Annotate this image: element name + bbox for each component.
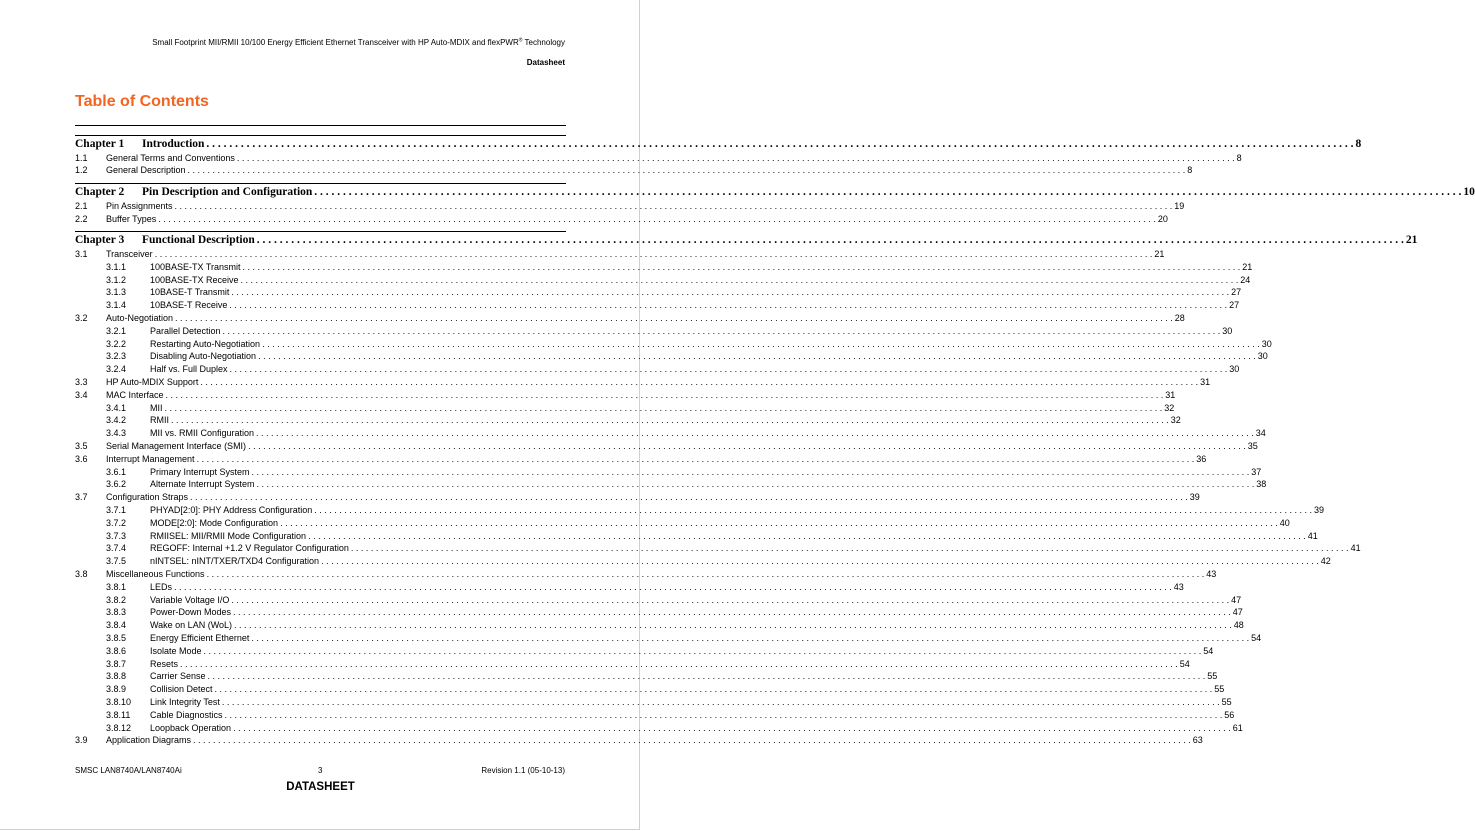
toc-entry-page: 41	[1307, 530, 1318, 541]
toc-entry-number: 3.8.2	[106, 594, 127, 605]
toc-leader-dots: . . . . . . . . . . . . . . . . . . . . . . . . . . . . . . . . . . . . . . . . . . . . . . . . . . . . . . . . . . . . . . . . . . . . . . . . . . . . . . . . . . . . . . . . . . . . . . . . . . . . . . . . . . . . . . . . . . . . . . . . . . . . . . . . . . . . . . . . . . . . . . . . . . . . . . . . . . . . . . . . . . . . . . . . . . . . . . . . . . . . . . . . . . . . . . . . . . . . . . . .	[154, 249, 1153, 259]
toc-entry-title: Energy Efficient Ethernet	[150, 633, 250, 643]
toc-entry-number: 3.8.11	[106, 709, 131, 720]
toc-entry-number: 3.7	[75, 492, 88, 503]
toc-entry-title: Buffer Types	[106, 213, 157, 224]
toc-entry-title: MODE[2:0]: Mode Configuration	[150, 517, 279, 528]
toc-entry-page: 10	[1463, 186, 1475, 199]
toc-entry-number: 3.8.8	[106, 671, 127, 682]
toc-leader-dots: . . . . . . . . . . . . . . . . . . . . . . . . . . . . . . . . . . . . . . . . . . . . . . . . . . . . . . . . . . . . . . . . . . . . . . . . . . . . . . . . . . . . . . . . . . . . . . . . . . . . . . . . . . . . . . . . . . . . . . . . . . . . . . . . . . . . . . . . . . . . . . . . . . . . . . . . . . . . . . . . . . . . . . . . . . . . . . . . . . . . . . . . . . . . . . . . . . . . . . . .	[190, 492, 1188, 503]
toc-entry-number: Chapter 1	[75, 138, 125, 150]
toc-entry-title: Auto-Negotiation	[106, 313, 174, 323]
toc-leader-dots: . . . . . . . . . . . . . . . . . . . . . . . . . . . . . . . . . . . . . . . . . . . . . . . . . . . . . . . . . . . . . . . . . . . . . . . . . . . . . . . . . . . . . . . . . . . . . . . . . . . . . . . . . . . . . . . . . . . . . . . . . . . . . . . . . . . . . . . . . . . . . . . . . . . . . . . . . . . . . . . . . . . . . . . . . . . . . . . . . . . . . . . . . . . . . . . . . . . . . . . .	[314, 505, 1312, 515]
toc-leader-dots: . . . . . . . . . . . . . . . . . . . . . . . . . . . . . . . . . . . . . . . . . . . . . . . . . . . . . . . . . . . . . . . . . . . . . . . . . . . . . . . . . . . . . . . . . . . . . . . . . . . . . . . . . . . . . . . . . . . . . . . . . . . . . . . . . . . . . . . . . . . . . . . . . . . . . . . . . . . . . . . . . . . . . . . . . . . . . . . . . . . . . . . . . . . . . . . . . . . . . . . .	[233, 722, 1231, 733]
title-rule	[75, 125, 566, 126]
toc-entry-title: RMII	[150, 415, 169, 426]
toc-entry-page: 47	[1231, 594, 1242, 605]
toc-entry-number: 3.6.2	[106, 479, 127, 490]
toc-leader-dots: . . . . . . . . . . . . . . . . . . . . . . . . . . . . . . . . . . . . . . . . . . . . . . . . . . . . . . . . . . . . . . . . . . . . . . . . . . . . . . . . . . . . . . . . . . . . . . . . . . . . . . . . . . . . . . . . . . . . . . . . . . . . . . . . . . . . . . . . . . . . . . . . . . . . . . . . . . . . . . . . . . . . . . . . . . . . . . . . . . . . . . . . . . . . . . . . . . . . . . . .	[175, 313, 1173, 323]
toc-entry-number: 3.4.1	[106, 402, 127, 413]
toc-entry-number: 3.7.1	[106, 505, 127, 515]
toc-leader-dots: . . . . . . . . . . . . . . . . . . . . . . . . . . . . . . . . . . . . . . . . . . . . . . . . . . . . . . . . . . . . . . . . . . . . . . . . . . . . . . . . . . . . . . . . . . . . . . . . . . . . . . . . . . . . . . . . . . . . . . . . . . . . . . . . . . . . . . . . . . . . . . . . . . . . . . . . . . . . . . . . . . . . . . . . . . . . . . . . . . . . . . . . . . . . . . . . . . . . . . . .	[258, 351, 1256, 362]
toc-leader-dots: . . . . . . . . . . . . . . . . . . . . . . . . . . . . . . . . . . . . . . . . . . . . . . . . . . . . . . . . . . . . . . . . . . . . . . . . . . . . . . . . . . . . . . . . . . . . . . . . . . . . . . . . . . . . . . . . . . . . . . . . . . . . . . . . . . . . . . . . . . . . . . . . . . . . . . . . . . . . . . . . . . . . . . . . . . . . . . . . . . . . . . . . . . . . . . . . . . . . . . . .	[350, 543, 1349, 554]
toc-section[interactable]	[75, 312, 1185, 324]
toc-subsection[interactable]	[106, 683, 1225, 695]
toc-chapter[interactable]	[75, 186, 1475, 199]
toc-entry-page: 39	[1189, 492, 1200, 503]
toc-subsection[interactable]	[106, 274, 1251, 286]
toc-entry-title: Half vs. Full Duplex	[150, 364, 228, 375]
toc-entry-title: Cable Diagnostics	[150, 709, 223, 720]
toc-subsection[interactable]	[106, 709, 1235, 721]
toc-entry-title: Configuration Straps	[106, 492, 189, 503]
toc-entry-number: 3.2.3	[106, 351, 127, 362]
toc-subsection[interactable]	[106, 670, 1218, 682]
toc-leader-dots: . . . . . . . . . . . . . . . . . . . . . . . . . . . . . . . . . . . . . . . . . . . . . . . . . . . . . . . . . . . . . . . . . . . . . . . . . . . . . . . . . . . . . . . . . . . . . . . . . . . . . . . . . . . . . . . . . . . . . . . . . . . . . . . . . . . . . . . . . . . . . . . . . . . . . . . . . . . . . . . . . . . . . . . . . . . . . . . . . . . . . . . . . . . . . . . . . . . . . . . .	[262, 338, 1260, 349]
toc-entry-title: 100BASE-TX Receive	[150, 274, 239, 285]
toc-entry-page: 20	[1157, 213, 1168, 224]
footer-page-number: 3	[318, 766, 323, 775]
toc-entry-title: MII vs. RMII Configuration	[150, 428, 255, 439]
toc-entry-page: 35	[1247, 441, 1258, 451]
toc-entry-number: 3.4	[75, 389, 88, 400]
chapter-rule	[75, 135, 566, 136]
toc-leader-dots: . . . . . . . . . . . . . . . . . . . . . . . . . . . . . . . . . . . . . . . . . . . . . . . . . . . . . . . . . . . . . . . . . . . . . . . . . . . . . . . . . . . . . . . . . . . . . . . . . . . . . . . . . . . . . . . . . . . . . . . . . . . . . . . . . . . . . . . . . . . . . . . . . . . . . . . . . . . . . . . . . . . . . . . . . . . . . . . . . . . . . . . . . . . . . . . . . . . . . . . .	[224, 709, 1223, 720]
toc-leader-dots: . . . . . . . . . . . . . . . . . . . . . . . . . . . . . . . . . . . . . . . . . . . . . . . . . . . . . . . . . . . . . . . . . . . . . . . . . . . . . . . . . . . . . . . . . . . . . . . . . . . . . . . . . . . . . . . . . . . . . . . . . . . . . . . . . . . . . . . . . . . . . . . . . . . . . . . . . . . . . . . . . . . . . . . . . . . . . . . . . . . . . . . . . . . . . . . . . . . . . . . .	[256, 479, 1255, 490]
toc-subsection[interactable]	[106, 466, 1262, 478]
toc-entry-title: Introduction	[142, 138, 205, 150]
chapter-rule	[75, 231, 566, 232]
header-title-text: Small Footprint MII/RMII 10/100 Energy Efficient Ethernet Transceiver with HP Auto-MDIX and flexPWR	[152, 38, 519, 47]
toc-entry-page: 28	[1174, 313, 1185, 323]
toc-entry-number: Chapter 3	[75, 234, 125, 247]
toc-entry-page: 8	[1187, 165, 1193, 176]
toc-leader-dots: . . . . . . . . . . . . . . . . . . . . . . . . . . . . . . . . . . . . . . . . . . . . . . . . . . . . . . . . . . . . . . . . . . . . . . . . . . . . . . . . . . . . . . . . . . . . . . . . . . . . . . . . . . . . . . . . . . . . . . . . . . . . . . . . . . . . . . . . . . . . . . . . . . . . . . . . . . . . . . . . . . . . . . . . . . . . . . . . . . . . . . . . . . . . . . . . . . . . . . . .	[248, 441, 1246, 451]
toc-entry-page: 21	[1405, 234, 1418, 247]
toc-subsection[interactable]	[106, 504, 1324, 516]
toc-leader-dots: . . . . . . . . . . . . . . . . . . . . . . . . . . . . . . . . . . . . . . . . . . . . . . . . . . . . . . . . . . . . . . . . . . . . . . . . . . . . . . . . . . . . . . . . . . . . . . . . . . . . . . . . . . . . . . . . . . . . . . . . . . . . . . . . . . . . . . . . . . . . . . . . . . . . . . . . . . . . . . . . . . . . . . . . . . . . . . . . . . . . . . . . . . . . . . . . . . . . . . . .	[242, 261, 1241, 272]
toc-entry-page: 24	[1240, 274, 1251, 285]
toc-leader-dots: . . . . . . . . . . . . . . . . . . . . . . . . . . . . . . . . . . . . . . . . . . . . . . . . . . . . . . . . . . . . . . . . . . . . . . . . . . . . . . . . . . . . . . . . . . . . . . . . . . . . . . . . . . . . . . . . . . . . . . . . . . . . . . . . . . . . . . . . . . . . . . . . . . . . . . . . . . . . . . . . . . . . . . . . . . . . . . . . . . . . . . . . . . . . . . . . . . . . . . . .	[236, 152, 1235, 163]
toc-leader-dots: . . . . . . . . . . . . . . . . . . . . . . . . . . . . . . . . . . . . . . . . . . . . . . . . . . . . . . . . . . . . . . . . . . . . . . . . . . . . . . . . . . . . . . . . . . . . . . . . . . . . . . . . . . . . . . . . . . . . . . . . . . . . . . . . . . . . . . . . . . . . . . . . . . . . . . . . . . . . . . . . . . . . . . . . . . . . . . . . . . . . . . . . . . . . . . . . . . . . . . . .	[193, 735, 1191, 746]
toc-entry-title: Functional Description	[142, 234, 255, 247]
toc-entry-number: 3.6	[75, 453, 88, 464]
registered-mark: ®	[518, 37, 523, 44]
toc-entry-page: 8	[1236, 152, 1242, 163]
toc-section[interactable]	[75, 568, 1217, 580]
toc-entry-page: 32	[1170, 415, 1181, 426]
toc-entry-number: 3.8.7	[106, 658, 127, 669]
toc-entry-page: 8	[1355, 138, 1362, 150]
toc-entry-page: 43	[1173, 581, 1184, 592]
toc-entry-title: Parallel Detection	[150, 325, 221, 336]
toc-entry-number: 1.2	[75, 165, 88, 176]
toc-subsection[interactable]	[106, 632, 1262, 644]
toc-section[interactable]	[75, 491, 1200, 503]
toc-leader-dots: . . . . . . . . . . . . . . . . . . . . . . . . . . . . . . . . . . . . . . . . . . . . . . . . . . . . . . . . . . . . . . . . . . . . . . . . . . . . . . . . . . . . . . . . . . . . . . . . . . . . . . . . . . . . . . . . . . . . . . . . . . . . . . . . . . . . . . . . . . . . . . . . . . . . . . . . . . . . . . . . . . . . . . . . . . . . . . . . . . . . . . . . . . . . . . . . . . . . . . . .	[214, 684, 1213, 695]
toc-subsection[interactable]	[106, 325, 1233, 337]
toc-subsection[interactable]	[106, 350, 1268, 362]
toc-subsection[interactable]	[106, 619, 1244, 631]
toc-entry-page: 27	[1229, 300, 1240, 311]
toc-entry-title: Disabling Auto-Negotiation	[150, 351, 257, 362]
toc-entry-number: Chapter 2	[75, 186, 125, 199]
toc-entry-page: 41	[1350, 543, 1361, 554]
toc-entry-title: RMIISEL: MII/RMII Mode Configuration	[150, 530, 307, 541]
toc-entry-number: 3.1	[75, 249, 88, 259]
toc-entry-number: 3.7.3	[106, 530, 127, 541]
toc-entry-page: 42	[1320, 556, 1331, 567]
toc-entry-page: 32	[1164, 402, 1175, 413]
toc-entry-title: General Description	[106, 165, 186, 176]
toc-entry-title: Power-Down Modes	[150, 607, 232, 618]
toc-subsection[interactable]	[106, 427, 1266, 439]
toc-subsection[interactable]	[106, 645, 1214, 657]
toc-entry-number: 3.8.3	[106, 607, 127, 618]
toc-entry-title: Transceiver	[106, 249, 153, 259]
toc-entry-page: 56	[1224, 709, 1235, 720]
toc-section[interactable]	[75, 376, 1211, 388]
toc-entry-page: 30	[1222, 325, 1233, 336]
toc-entry-page: 48	[1233, 620, 1244, 631]
toc-entry-number: 3.9	[75, 735, 88, 746]
toc-entry-title: Application Diagrams	[106, 735, 192, 746]
toc-entry-page: 63	[1192, 735, 1203, 746]
toc-entry-number: 3.4.2	[106, 415, 127, 426]
toc-entry-title: 100BASE-TX Transmit	[150, 261, 241, 272]
toc-entry-page: 34	[1255, 428, 1266, 439]
toc-entry-number: 3.2.4	[106, 364, 127, 375]
toc-entry-title: Restarting Auto-Negotiation	[150, 338, 261, 349]
toc-entry-number: 2.1	[75, 200, 88, 211]
footer-datasheet-label: DATASHEET	[286, 781, 355, 793]
toc-entry-page: 55	[1207, 671, 1218, 682]
toc-entry-page: 31	[1165, 389, 1176, 400]
toc-subsection[interactable]	[106, 606, 1243, 618]
toc-entry-title: MAC Interface	[106, 389, 164, 400]
toc-entry-title: 10BASE-T Transmit	[150, 287, 230, 298]
toc-subsection[interactable]	[106, 530, 1318, 542]
toc-entry-number: 3.2.1	[106, 325, 127, 336]
toc-leader-dots: . . . . . . . . . . . . . . . . . . . . . . . . . . . . . . . . . . . . . . . . . . . . . . . . . . . . . . . . . . . . . . . . . . . . . . . . . . . . . . . . . . . . . . . . . . . . . . . . . . . . . . . . . . . . . . . . . . . . . . . . . . . . . . . . . . . . . . . . . . . . . . . . . . . . . . . . . . . . . . . . . . . . . . . . . . . . . . . . . . . . . . . . . . . . . . . . . . . . . . . .	[229, 364, 1228, 375]
toc-entry-number: 1.1	[75, 152, 88, 163]
toc-subsection[interactable]	[106, 542, 1361, 554]
toc-entry-page: 38	[1256, 479, 1267, 490]
toc-entry-number: 3.6.1	[106, 466, 127, 477]
toc-entry-page: 54	[1251, 633, 1262, 643]
toc-subsection[interactable]	[106, 594, 1242, 606]
toc-entry-number: 3.5	[75, 441, 88, 451]
toc-entry-page: 27	[1231, 287, 1242, 298]
toc-entry-page: 30	[1261, 338, 1272, 349]
toc-entry-number: 3.8.9	[106, 684, 127, 695]
toc-leader-dots: . . . . . . . . . . . . . . . . . . . . . . . . . . . . . . . . . . . . . . . . . . . . . . . . . . . . . . . . . . . . . . . . . . . . . . . . . . . . . . . . . . . . . . . . . . . . . . . . . . . . . . . . . . . . . . . . . . . . . . . . . . . . . . . . . . . . . . . . . . . . . . . . . . . . . . . . . . . . . . . . . . . . . . . . . . . . . . . . . . . . . . . . . . . . . . . . . . . . . . . .	[251, 466, 1250, 477]
toc-leader-dots: . . . . . . . . . . . . . . . . . . . . . . . . . . . . . . . . . . . . . . . . . . . . . . . . . . . . . . . . . . . . . . . . . . . . . . . . . . . . . . . . . . . . . . . . . . . . . . . . . . . . . . . . . . . . . . . . . . . . . . . . . . . . . . . . . . . . . . . . . . . . . . . . . . . . . . . . . . . . . . . . . . . . . . . . . . . . . . . . . . . . . . . . . . . . . . . . . . . . . . . .	[321, 556, 1319, 567]
toc-subsection[interactable]	[106, 299, 1240, 311]
toc-subsection[interactable]	[106, 338, 1272, 350]
toc-entry-number: 3.8.5	[106, 633, 127, 643]
toc-leader-dots: . . . . . . . . . . . . . . . . . . . . . . . . . . . . . . . . . . . . . . . . . . . . . . . . . . . . . . . . . . . . . . . . . . . . . . . . . . . . . . . . . . . . . . . . . . . . . . . . . . . . . . . . . . . . . . . . . . . . . . . . . . . . . . . . . . . . . . . . . . . . . . . . . . . . . . . . . . . . . . . . . . . . . . . . . . . . . . . . . . . . . . . . . . . . . . . . . . . . . . . .	[233, 607, 1231, 618]
toc-entry-title: Collision Detect	[150, 684, 213, 695]
toc-subsection[interactable]	[106, 555, 1331, 567]
toc-subsection[interactable]	[106, 478, 1267, 490]
toc-entry-title: Pin Description and Configuration	[142, 186, 313, 199]
toc-entry-page: 36	[1196, 453, 1207, 464]
toc-entry-title: Serial Management Interface (SMI)	[106, 441, 247, 451]
header-subtitle: Datasheet	[526, 58, 565, 67]
toc-subsection[interactable]	[106, 261, 1253, 273]
toc-entry-number: 3.1.2	[106, 274, 127, 285]
toc-entry-number: 2.2	[75, 213, 88, 224]
toc-entry-title: nINTSEL: nINT/TXER/TXD4 Configuration	[150, 556, 320, 567]
toc-leader-dots: . . . . . . . . . . . . . . . . . . . . . . . . . . . . . . . . . . . . . . . . . . . . . . . . . . . . . . . . . . . . . . . . . . . . . . . . . . . . . . . . . . . . . . . . . . . . . . . . . . . . . . . . . . . . . . . . . . . . . . . . . . . . . . . . . . . . . . . . . . . . . . . . . . . . . . . . . . . . . . . . . . . . . . . . . . . . . . . . . . . . . . . . . . . . . . . . . . . . . . . .	[234, 620, 1232, 631]
toc-leader-dots: . . . . . . . . . . . . . . . . . . . . . . . . . . . . . . . . . . . . . . . . . . . . . . . . . . . . . . . . . . . . . . . . . . . . . . . . . . . . . . . . . . . . . . . . . . . . . . . . . . . . . . . . . . . . . . . . . . . . . . . . . . . . . . . . . . . . . . . . . . . . . . . . . . . . . . . . . . . . . . . . . . . . . . . . . . . . . . . . . . . . . . . . . . . . . . . . . . . . . . . .	[164, 402, 1163, 413]
toc-entry-number: 3.4.3	[106, 428, 127, 439]
toc-subsection[interactable]	[106, 581, 1184, 593]
toc-subsection[interactable]	[106, 402, 1175, 414]
toc-leader-dots: . . . . . . . . . . . . . . . . . . . . . . . . . . . . . . . . . . . . . . . . . . . . . . . . . . . . . . . . . . . . . . . . . . . . . . . . . . . . . . . . . . . . . . . . . . . . . . . . . . . . . . . . . . . . . . . . . . . . . . . . . . . . . . . . . . . . . . . . . . . . . . . . . . . . . . . . . . . . . . . . . . . . . . . . . . . . . . . . . . . . . . . . . . . . . . . . . . . . . . . .	[256, 234, 1404, 247]
toc-entry-title: Variable Voltage I/O	[150, 594, 230, 605]
toc-subsection[interactable]	[106, 517, 1290, 529]
toc-entry-page: 30	[1257, 351, 1268, 362]
toc-leader-dots: . . . . . . . . . . . . . . . . . . . . . . . . . . . . . . . . . . . . . . . . . . . . . . . . . . . . . . . . . . . . . . . . . . . . . . . . . . . . . . . . . . . . . . . . . . . . . . . . . . . . . . . . . . . . . . . . . . . . . . . . . . . . . . . . . . . . . . . . . . . . . . . . . . . . . . . . . . . . . . . . . . . . . . . . . . . . . . . . . . . . . . . . . . . . . . . . . . . . . . . .	[165, 389, 1164, 400]
toc-entry-page: 54	[1179, 658, 1190, 669]
toc-leader-dots: . . . . . . . . . . . . . . . . . . . . . . . . . . . . . . . . . . . . . . . . . . . . . . . . . . . . . . . . . . . . . . . . . . . . . . . . . . . . . . . . . . . . . . . . . . . . . . . . . . . . . . . . . . . . . . . . . . . . . . . . . . . . . . . . . . . . . . . . . . . . . . . . . . . . . . . . . . . . . . . . . . . . . . . . . . . . . . . . . . . . . . . . . . . . . . . . . . . . . . . .	[171, 415, 1169, 426]
toc-entry-title: PHYAD[2:0]: PHY Address Configuration	[150, 505, 313, 515]
toc-leader-dots: . . . . . . . . . . . . . . . . . . . . . . . . . . . . . . . . . . . . . . . . . . . . . . . . . . . . . . . . . . . . . . . . . . . . . . . . . . . . . . . . . . . . . . . . . . . . . . . . . . . . . . . . . . . . . . . . . . . . . . . . . . . . . . . . . . . . . . . . . . . . . . . . . . . . . . . . . . . . . . . . . . . . . . . . . . . . . . . . . . . . . . . . . . . . . . . . . . . . . . . .	[314, 186, 1462, 199]
footer-doc-id: SMSC LAN8740A/LAN8740Ai	[75, 766, 182, 775]
toc-leader-dots: . . . . . . . . . . . . . . . . . . . . . . . . . . . . . . . . . . . . . . . . . . . . . . . . . . . . . . . . . . . . . . . . . . . . . . . . . . . . . . . . . . . . . . . . . . . . . . . . . . . . . . . . . . . . . . . . . . . . . . . . . . . . . . . . . . . . . . . . . . . . . . . . . . . . . . . . . . . . . . . . . . . . . . . . . . . . . . . . . . . . . . . . . . . . . . . . . . . . . . . .	[221, 697, 1220, 707]
chapter-rule	[75, 183, 566, 184]
toc-leader-dots: . . . . . . . . . . . . . . . . . . . . . . . . . . . . . . . . . . . . . . . . . . . . . . . . . . . . . . . . . . . . . . . . . . . . . . . . . . . . . . . . . . . . . . . . . . . . . . . . . . . . . . . . . . . . . . . . . . . . . . . . . . . . . . . . . . . . . . . . . . . . . . . . . . . . . . . . . . . . . . . . . . . . . . . . . . . . . . . . . . . . . . . . . . . . . . . . . . . . . . . .	[203, 645, 1202, 656]
toc-leader-dots: . . . . . . . . . . . . . . . . . . . . . . . . . . . . . . . . . . . . . . . . . . . . . . . . . . . . . . . . . . . . . . . . . . . . . . . . . . . . . . . . . . . . . . . . . . . . . . . . . . . . . . . . . . . . . . . . . . . . . . . . . . . . . . . . . . . . . . . . . . . . . . . . . . . . . . . . . . . . . . . . . . . . . . . . . . . . . . . . . . . . . . . . . . . . . . . . . . . . . . . .	[229, 300, 1228, 311]
header-title	[152, 38, 565, 47]
toc-entry-title: Interrupt Management	[106, 453, 195, 464]
toc-entry-number: 3.1.3	[106, 287, 127, 298]
toc-section[interactable]	[75, 213, 1168, 225]
toc-entry-page: 39	[1313, 505, 1324, 515]
toc-entry-page: 54	[1203, 645, 1214, 656]
toc-entry-title: General Terms and Conventions	[106, 152, 235, 163]
toc-section[interactable]	[75, 200, 1185, 212]
toc-entry-title: Loopback Operation	[150, 722, 232, 733]
toc-entry-number: 3.7.2	[106, 517, 127, 528]
toc-entry-title: REGOFF: Internal +1.2 V Regulator Configuration	[150, 543, 349, 554]
toc-section[interactable]	[75, 734, 1203, 746]
toc-entry-number: 3.8.4	[106, 620, 127, 631]
toc-section[interactable]	[75, 453, 1207, 465]
toc-title: Table of Contents	[75, 93, 209, 110]
toc-entry-title: MII	[150, 402, 163, 413]
toc-entry-page: 21	[1154, 249, 1165, 259]
toc-entry-title: 10BASE-T Receive	[150, 300, 228, 311]
toc-entry-number: 3.8.6	[106, 645, 127, 656]
toc-entry-title: Primary Interrupt System	[150, 466, 250, 477]
toc-leader-dots: . . . . . . . . . . . . . . . . . . . . . . . . . . . . . . . . . . . . . . . . . . . . . . . . . . . . . . . . . . . . . . . . . . . . . . . . . . . . . . . . . . . . . . . . . . . . . . . . . . . . . . . . . . . . . . . . . . . . . . . . . . . . . . . . . . . . . . . . . . . . . . . . . . . . . . . . . . . . . . . . . . . . . . . . . . . . . . . . . . . . . . . . . . . . . . . . . . . . . . . .	[174, 581, 1172, 592]
toc-entry-number: 3.8.10	[106, 697, 132, 707]
toc-entry-page: 30	[1229, 364, 1240, 375]
toc-leader-dots: . . . . . . . . . . . . . . . . . . . . . . . . . . . . . . . . . . . . . . . . . . . . . . . . . . . . . . . . . . . . . . . . . . . . . . . . . . . . . . . . . . . . . . . . . . . . . . . . . . . . . . . . . . . . . . . . . . . . . . . . . . . . . . . . . . . . . . . . . . . . . . . . . . . . . . . . . . . . . . . . . . . . . . . . . . . . . . . . . . . . . . . . . . . . . . . . . . . . . . . .	[158, 213, 1156, 224]
toc-leader-dots: . . . . . . . . . . . . . . . . . . . . . . . . . . . . . . . . . . . . . . . . . . . . . . . . . . . . . . . . . . . . . . . . . . . . . . . . . . . . . . . . . . . . . . . . . . . . . . . . . . . . . . . . . . . . . . . . . . . . . . . . . . . . . . . . . . . . . . . . . . . . . . . . . . . . . . . . . . . . . . . . . . . . . . . . . . . . . . . . . . . . . . . . . . . . . . . . . . . . . . . .	[187, 165, 1186, 176]
toc-subsection[interactable]	[106, 286, 1242, 298]
toc-entry-number: 3.7.5	[106, 556, 127, 567]
toc-entry-number: 3.8	[75, 569, 88, 579]
toc-entry-page: 40	[1279, 517, 1290, 528]
toc-entry-title: Miscellaneous Functions	[106, 569, 205, 579]
toc-leader-dots: . . . . . . . . . . . . . . . . . . . . . . . . . . . . . . . . . . . . . . . . . . . . . . . . . . . . . . . . . . . . . . . . . . . . . . . . . . . . . . . . . . . . . . . . . . . . . . . . . . . . . . . . . . . . . . . . . . . . . . . . . . . . . . . . . . . . . . . . . . . . . . . . . . . . . . . . . . . . . . . . . . . . . . . . . . . . . . . . . . . . . . . . . . . . . . . . . . . . . . . .	[206, 569, 1205, 579]
toc-entry-title: Alternate Interrupt System	[150, 479, 255, 490]
toc-entry-page: 19	[1174, 200, 1185, 211]
toc-leader-dots: . . . . . . . . . . . . . . . . . . . . . . . . . . . . . . . . . . . . . . . . . . . . . . . . . . . . . . . . . . . . . . . . . . . . . . . . . . . . . . . . . . . . . . . . . . . . . . . . . . . . . . . . . . . . . . . . . . . . . . . . . . . . . . . . . . . . . . . . . . . . . . . . . . . . . . . . . . . . . . . . . . . . . . . . . . . . . . . . . . . . . . . . . . . . . . . . . . . . . . . .	[196, 453, 1195, 464]
toc-entry-number: 3.2	[75, 313, 88, 323]
toc-leader-dots: . . . . . . . . . . . . . . . . . . . . . . . . . . . . . . . . . . . . . . . . . . . . . . . . . . . . . . . . . . . . . . . . . . . . . . . . . . . . . . . . . . . . . . . . . . . . . . . . . . . . . . . . . . . . . . . . . . . . . . . . . . . . . . . . . . . . . . . . . . . . . . . . . . . . . . . . . . . . . . . . . . . . . . . . . . . . . . . . . . . . . . . . . . . . . . . . . . . . . . . .	[180, 658, 1178, 669]
toc-entry-number: 3.2.2	[106, 338, 127, 349]
toc-entry-page: 37	[1251, 466, 1262, 477]
toc-leader-dots: . . . . . . . . . . . . . . . . . . . . . . . . . . . . . . . . . . . . . . . . . . . . . . . . . . . . . . . . . . . . . . . . . . . . . . . . . . . . . . . . . . . . . . . . . . . . . . . . . . . . . . . . . . . . . . . . . . . . . . . . . . . . . . . . . . . . . . . . . . . . . . . . . . . . . . . . . . . . . . . . . . . . . . . . . . . . . . . . . . . . . . . . . . . . . . . . . . . . . . . .	[308, 530, 1306, 541]
toc-entry-number: 3.1.1	[106, 261, 127, 272]
toc-entry-title: LEDs	[150, 581, 173, 592]
toc-entry-page: 47	[1232, 607, 1243, 618]
toc-section[interactable]	[75, 440, 1258, 452]
toc-section[interactable]	[75, 389, 1176, 401]
toc-entry-page: 55	[1221, 697, 1232, 707]
toc-section[interactable]	[75, 152, 1242, 164]
toc-entry-page: 55	[1214, 684, 1225, 695]
toc-section[interactable]	[75, 164, 1193, 176]
toc-subsection[interactable]	[106, 696, 1232, 708]
toc-leader-dots: . . . . . . . . . . . . . . . . . . . . . . . . . . . . . . . . . . . . . . . . . . . . . . . . . . . . . . . . . . . . . . . . . . . . . . . . . . . . . . . . . . . . . . . . . . . . . . . . . . . . . . . . . . . . . . . . . . . . . . . . . . . . . . . . . . . . . . . . . . . . . . . . . . . . . . . . . . . . . . . . . . . . . . . . . . . . . . . . . . . . . . . . . . . . . . . . . . . . . . . .	[251, 633, 1250, 643]
toc-leader-dots: . . . . . . . . . . . . . . . . . . . . . . . . . . . . . . . . . . . . . . . . . . . . . . . . . . . . . . . . . . . . . . . . . . . . . . . . . . . . . . . . . . . . . . . . . . . . . . . . . . . . . . . . . . . . . . . . . . . . . . . . . . . . . . . . . . . . . . . . . . . . . . . . . . . . . . . . . . . . . . . . . . . . . . . . . . . . . . . . . . . . . . . . . . . . . . . . . . . . . . . .	[222, 325, 1221, 336]
toc-entry-number: 3.1.4	[106, 300, 127, 311]
toc-entry-title: Isolate Mode	[150, 645, 202, 656]
toc-subsection[interactable]	[106, 414, 1181, 426]
toc-entry-page: 21	[1242, 261, 1253, 272]
toc-leader-dots: . . . . . . . . . . . . . . . . . . . . . . . . . . . . . . . . . . . . . . . . . . . . . . . . . . . . . . . . . . . . . . . . . . . . . . . . . . . . . . . . . . . . . . . . . . . . . . . . . . . . . . . . . . . . . . . . . . . . . . . . . . . . . . . . . . . . . . . . . . . . . . . . . . . . . . . . . . . . . . . . . . . . . . . . . . . . . . . . . . . . . . . . . . . . . . . . . . . . . . . .	[231, 594, 1230, 605]
toc-entry-title: Resets	[150, 658, 179, 669]
toc-entry-title: Carrier Sense	[150, 671, 206, 682]
toc-entry-title: Pin Assignments	[106, 200, 173, 211]
toc-leader-dots: . . . . . . . . . . . . . . . . . . . . . . . . . . . . . . . . . . . . . . . . . . . . . . . . . . . . . . . . . . . . . . . . . . . . . . . . . . . . . . . . . . . . . . . . . . . . . . . . . . . . . . . . . . . . . . . . . . . . . . . . . . . . . . . . . . . . . . . . . . . . . . . . . . . . . . . . . . . . . . . . . . . . . . . . . . . . . . . . . . . . . . . . . . . . . . . . . . . . . . . .	[280, 517, 1278, 528]
toc-entry-number: 3.8.1	[106, 581, 127, 592]
toc-entry-number: 3.7.4	[106, 543, 127, 554]
toc-chapter[interactable]	[75, 234, 1418, 247]
toc-section[interactable]	[75, 248, 1165, 260]
header-title-suffix: Technology	[522, 38, 565, 47]
toc-entry-title: Link Integrity Test	[150, 697, 220, 707]
toc-entry-page: 61	[1232, 722, 1243, 733]
toc-subsection[interactable]	[106, 363, 1240, 375]
toc-entry-title: HP Auto-MDIX Support	[106, 377, 199, 387]
toc-subsection[interactable]	[106, 722, 1243, 734]
toc-entry-title: Wake on LAN (WoL)	[150, 620, 233, 631]
toc-leader-dots: . . . . . . . . . . . . . . . . . . . . . . . . . . . . . . . . . . . . . . . . . . . . . . . . . . . . . . . . . . . . . . . . . . . . . . . . . . . . . . . . . . . . . . . . . . . . . . . . . . . . . . . . . . . . . . . . . . . . . . . . . . . . . . . . . . . . . . . . . . . . . . . . . . . . . . . . . . . . . . . . . . . . . . . . . . . . . . . . . . . . . . . . . . . . . . . . . . . . . . . .	[256, 428, 1254, 439]
toc-leader-dots: . . . . . . . . . . . . . . . . . . . . . . . . . . . . . . . . . . . . . . . . . . . . . . . . . . . . . . . . . . . . . . . . . . . . . . . . . . . . . . . . . . . . . . . . . . . . . . . . . . . . . . . . . . . . . . . . . . . . . . . . . . . . . . . . . . . . . . . . . . . . . . . . . . . . . . . . . . . . . . . . . . . . . . . . . . . . . . . . . . . . . . . . . . . . . . . . . . . . . . . .	[206, 138, 1354, 150]
toc-subsection[interactable]	[106, 658, 1190, 670]
toc-entry-number: 3.8.12	[106, 722, 132, 733]
toc-entry-page: 31	[1200, 377, 1211, 387]
footer-revision: Revision 1.1 (05-10-13)	[481, 766, 565, 775]
toc-leader-dots: . . . . . . . . . . . . . . . . . . . . . . . . . . . . . . . . . . . . . . . . . . . . . . . . . . . . . . . . . . . . . . . . . . . . . . . . . . . . . . . . . . . . . . . . . . . . . . . . . . . . . . . . . . . . . . . . . . . . . . . . . . . . . . . . . . . . . . . . . . . . . . . . . . . . . . . . . . . . . . . . . . . . . . . . . . . . . . . . . . . . . . . . . . . . . . . . . . . . . . . .	[207, 671, 1206, 682]
toc-chapter[interactable]	[75, 138, 1362, 151]
toc-leader-dots: . . . . . . . . . . . . . . . . . . . . . . . . . . . . . . . . . . . . . . . . . . . . . . . . . . . . . . . . . . . . . . . . . . . . . . . . . . . . . . . . . . . . . . . . . . . . . . . . . . . . . . . . . . . . . . . . . . . . . . . . . . . . . . . . . . . . . . . . . . . . . . . . . . . . . . . . . . . . . . . . . . . . . . . . . . . . . . . . . . . . . . . . . . . . . . . . . . . . . . . .	[200, 377, 1199, 387]
toc-leader-dots: . . . . . . . . . . . . . . . . . . . . . . . . . . . . . . . . . . . . . . . . . . . . . . . . . . . . . . . . . . . . . . . . . . . . . . . . . . . . . . . . . . . . . . . . . . . . . . . . . . . . . . . . . . . . . . . . . . . . . . . . . . . . . . . . . . . . . . . . . . . . . . . . . . . . . . . . . . . . . . . . . . . . . . . . . . . . . . . . . . . . . . . . . . . . . . . . . . . . . . . .	[240, 274, 1239, 285]
toc-leader-dots: . . . . . . . . . . . . . . . . . . . . . . . . . . . . . . . . . . . . . . . . . . . . . . . . . . . . . . . . . . . . . . . . . . . . . . . . . . . . . . . . . . . . . . . . . . . . . . . . . . . . . . . . . . . . . . . . . . . . . . . . . . . . . . . . . . . . . . . . . . . . . . . . . . . . . . . . . . . . . . . . . . . . . . . . . . . . . . . . . . . . . . . . . . . . . . . . . . . . . . . .	[231, 287, 1230, 298]
toc-entry-number: 3.3	[75, 377, 88, 387]
toc-leader-dots: . . . . . . . . . . . . . . . . . . . . . . . . . . . . . . . . . . . . . . . . . . . . . . . . . . . . . . . . . . . . . . . . . . . . . . . . . . . . . . . . . . . . . . . . . . . . . . . . . . . . . . . . . . . . . . . . . . . . . . . . . . . . . . . . . . . . . . . . . . . . . . . . . . . . . . . . . . . . . . . . . . . . . . . . . . . . . . . . . . . . . . . . . . . . . . . . . . . . . . . .	[174, 200, 1173, 211]
toc-entry-page: 43	[1206, 569, 1217, 579]
